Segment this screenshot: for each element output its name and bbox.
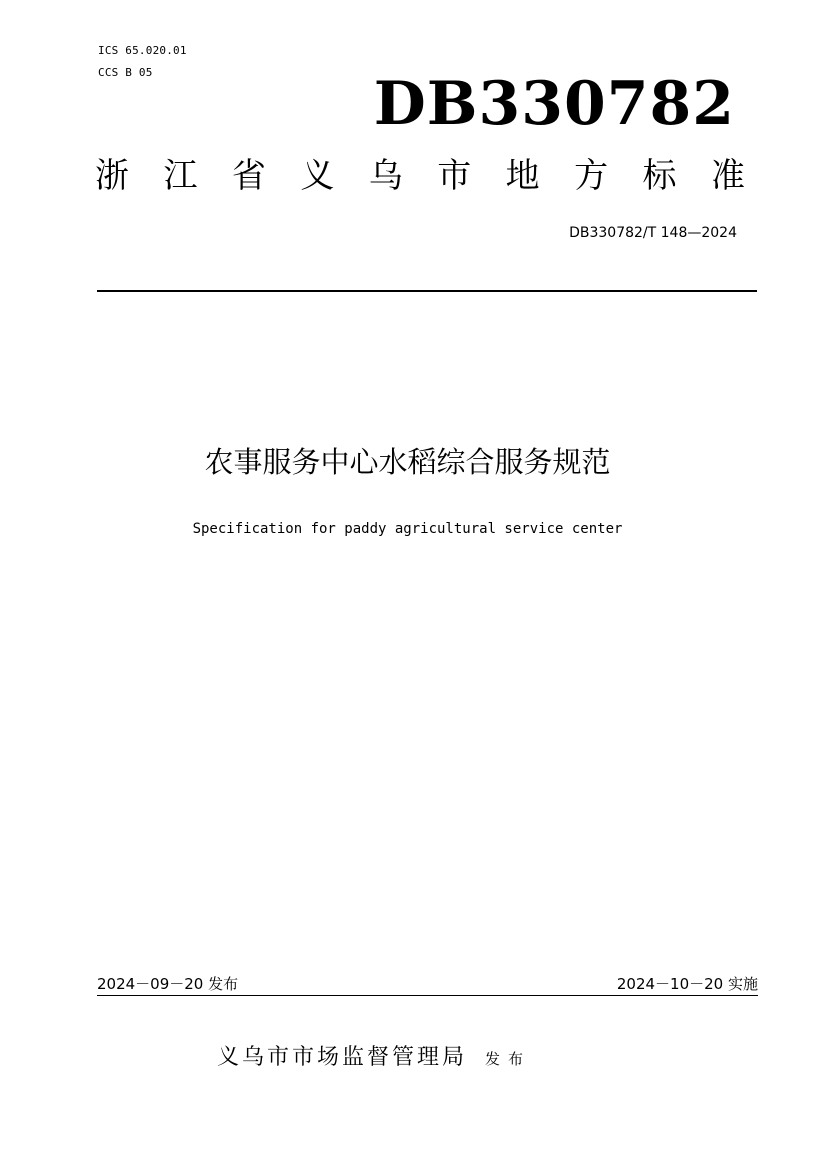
ccs-code: CCS B 05 (98, 66, 153, 79)
document-title-english: Specification for paddy agricultural service center (192, 521, 623, 537)
publisher-action: 发布 (485, 1050, 532, 1068)
standard-code-heading: DB330782 (373, 69, 735, 139)
standard-class-char: 标 (642, 156, 677, 196)
standard-class-char: 乌 (368, 156, 403, 196)
standard-class-char: 江 (163, 156, 198, 196)
standard-class-title (95, 156, 745, 196)
implementation-date: 2024－10－20 实施 (616, 975, 758, 993)
date-row (97, 974, 758, 994)
standard-number: DB330782/T 148—2024 (569, 225, 737, 241)
document-title-chinese: 农事服务中心水稻综合服务规范 (204, 445, 611, 479)
publisher-line (217, 1044, 531, 1072)
standard-class-char: 市 (437, 156, 472, 196)
standard-class-char: 地 (505, 156, 540, 196)
standard-class-char: 方 (574, 156, 609, 196)
issue-date: 2024－09－20 发布 (97, 975, 239, 993)
publisher-name: 义乌市市场监督管理局 (217, 1045, 468, 1070)
standard-class-char: 省 (231, 156, 266, 196)
standard-class-char: 准 (710, 156, 745, 196)
header-divider (97, 290, 757, 292)
footer-divider (97, 995, 758, 996)
standard-class-char: 义 (300, 156, 335, 196)
standard-class-char: 浙 (95, 156, 129, 196)
ics-code: ICS 65.020.01 (98, 44, 187, 57)
